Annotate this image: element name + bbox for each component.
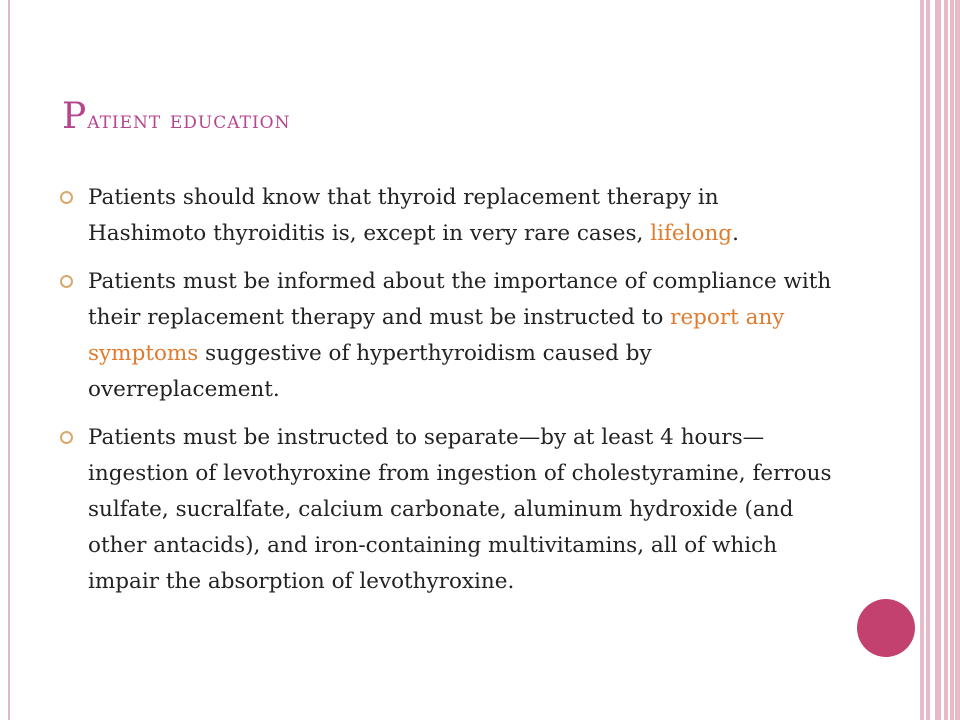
stripe-gap <box>924 0 926 720</box>
slide-title <box>62 96 290 137</box>
bullet-item <box>60 180 840 252</box>
highlight-text: lifelong <box>650 221 733 246</box>
accent-circle <box>857 599 915 657</box>
stripe-gap <box>941 0 944 720</box>
stripe-gap <box>948 0 950 720</box>
bullet-item <box>60 420 840 600</box>
right-stripe-band <box>920 0 960 720</box>
stripe-gap <box>954 0 955 720</box>
left-border-line <box>8 0 10 720</box>
hollow-circle-bullet-icon <box>60 191 73 204</box>
bullet-text-end: suggestive of hyperthyroidism caused by overreplacement. <box>88 341 652 402</box>
highlight-text: report any symptoms <box>88 305 785 366</box>
bullet-item <box>60 264 840 408</box>
bullet-list <box>60 180 840 612</box>
hollow-circle-bullet-icon <box>60 431 73 444</box>
title-initial: P <box>62 96 88 137</box>
bullet-text: Patients must be instructed to separate—by at least 4 hours—ingestion of levothyroxine from ingestion of cholestyramine, ferrous sulfate, sucralfate, calcium carbonate, aluminum hydroxide (and other antacids), and iron-containing multivitamins, all of which impair the absorption of levothyroxine. <box>88 425 832 594</box>
bullet-text: Patients must be informed about the importance of compliance with their replacement therapy and must be instructed to <box>88 269 832 330</box>
stripe-gap <box>930 0 935 720</box>
title-rest: atient education <box>87 106 291 134</box>
bullet-text-end: . <box>732 221 739 246</box>
bullet-text: Patients should know that thyroid replacement therapy in Hashimoto thyroiditis is, except in very rare cases, <box>88 185 719 246</box>
hollow-circle-bullet-icon <box>60 275 73 288</box>
